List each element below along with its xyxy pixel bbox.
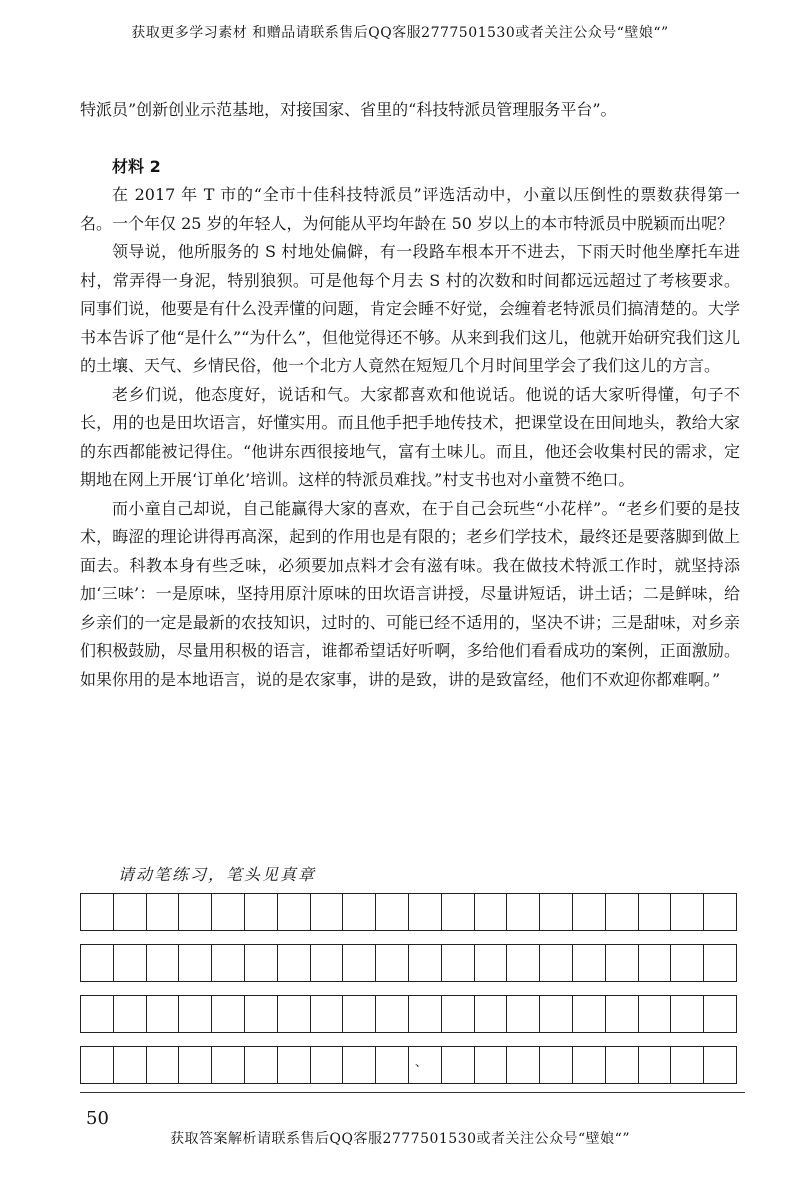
grid-cell — [245, 996, 278, 1032]
grid-cell — [245, 1047, 278, 1083]
grid-cell — [245, 945, 278, 981]
practice-prompt: 请动笔练习，笔头见真章 — [118, 865, 317, 884]
paragraph: 老乡们说，他态度好，说话和气。大家都喜欢和他说话。他说的话大家听得懂，句子不长，用的也是田坎语言，好懂实用。而且他手把手地传技术，把课堂设在田间地头，教给大家的东西都能被记得住。“他讲东西很接地气，富有土味儿。而且，他还会收集村民的需求，定期地在网上开展‘订单化’培训。这样的特派员难找。”村支书也对小童赞不绝口。 — [80, 384, 740, 489]
grid-cell — [343, 996, 376, 1032]
grid-cell — [114, 996, 147, 1032]
grid-cell — [507, 945, 540, 981]
grid-cell — [114, 894, 147, 930]
grid-cell — [507, 996, 540, 1032]
grid-cell — [639, 1047, 672, 1083]
paragraph: 领导说，他所服务的 S 村地处偏僻，有一段路车根本开不进去，下雨天时他坐摩托车进村，常弄得一身泥，特别狼狈。可是他每个月去 S 村的次数和时间都远远超过了考核要求。同事们说，他要是有什么没弄懂的问题，肯定会睡不好觉，会缠着老特派员们搞清楚的。大学书本告诉了他“是什么”“为什么”，但他觉得还不够。从来到我们这儿，他就开始研究我们这儿的土壤、天气、乡情民俗，他一个北方人竟然在短短几个月时间里学会了我们这儿的方言。 — [80, 242, 740, 375]
grid-cell — [540, 945, 573, 981]
grid-cell — [442, 894, 475, 930]
grid-cell — [442, 1047, 475, 1083]
grid-cell — [606, 945, 639, 981]
grid-cell — [179, 894, 212, 930]
grid-cell — [671, 894, 704, 930]
grid-cell — [573, 996, 606, 1032]
grid-cell — [311, 945, 344, 981]
grid-cell — [606, 996, 639, 1032]
grid-cell — [540, 1047, 573, 1083]
paragraph: 而小童自己却说，自己能赢得大家的喜欢，在于自己会玩些“小花样”。“老乡们要的是技术，晦涩的理论讲得再高深，起到的作用也是有限的；老乡们学技术，最终还是要落脚到做上面去。科教本身有些乏味，必须要加点料才会有滋有味。我在做技术特派工作时，就坚持添加‘三味’：一是原味，坚持用原汁原味的田坎语言讲授，尽量讲短话，讲土话；二是鲜味，给乡亲们的一定是最新的农技知识，过时的、可能已经不适用的，坚决不讲；三是甜味，对乡亲们积极鼓励，尽量用积极的语言，谁都希望话好听啊，多给他们看看成功的案例，正面激励。如果你用的是本地语言，说的是农家事，讲的是致，讲的是致富经，他们不欢迎你都难啊。” — [80, 498, 740, 689]
grid-cell — [147, 945, 180, 981]
grid-cell — [179, 1047, 212, 1083]
grid-cell — [278, 996, 311, 1032]
grid-row — [80, 995, 737, 1033]
grid-cell — [278, 894, 311, 930]
grid-cell — [671, 1047, 704, 1083]
grid-cell — [311, 894, 344, 930]
grid-row — [80, 944, 737, 982]
grid-cell — [409, 1047, 442, 1083]
grid-cell — [179, 996, 212, 1032]
grid-cell — [114, 945, 147, 981]
grid-cell — [376, 996, 409, 1032]
grid-cell — [639, 996, 672, 1032]
grid-cell — [212, 996, 245, 1032]
grid-mark: 、 — [414, 1055, 427, 1069]
grid-cell — [278, 945, 311, 981]
grid-cell — [671, 945, 704, 981]
grid-cell — [442, 996, 475, 1032]
grid-cell — [409, 894, 442, 930]
section-title: 材料 2 — [112, 156, 161, 176]
grid-cell — [311, 1047, 344, 1083]
grid-cell — [376, 1047, 409, 1083]
grid-cell — [376, 894, 409, 930]
grid-cell — [573, 1047, 606, 1083]
grid-cell — [606, 1047, 639, 1083]
grid-cell — [212, 1047, 245, 1083]
grid-cell — [606, 894, 639, 930]
footer-divider — [80, 1092, 745, 1093]
grid-cell — [212, 945, 245, 981]
grid-cell — [245, 894, 278, 930]
grid-cell — [704, 894, 736, 930]
paragraph: 在 2017 年 T 市的“全市十佳科技特派员”评选活动中，小童以压倒性的票数获得第一名。一个年仅 25 岁的年轻人，为何能从平均年龄在 50 岁以上的本市特派员中脱颖而出呢？ — [80, 185, 740, 233]
grid-cell — [409, 945, 442, 981]
grid-cell — [540, 894, 573, 930]
grid-cell — [573, 945, 606, 981]
grid-row — [80, 1046, 737, 1084]
article-body — [80, 96, 740, 694]
grid-cell — [475, 996, 508, 1032]
grid-cell — [343, 1047, 376, 1083]
grid-cell — [507, 1047, 540, 1083]
grid-cell — [704, 1047, 736, 1083]
grid-cell — [507, 894, 540, 930]
grid-cell — [704, 945, 736, 981]
continuation-paragraph: 特派员”创新创业示范基地，对接国家、省里的“科技特派员管理服务平台”。 — [80, 100, 617, 119]
grid-cell — [311, 996, 344, 1032]
grid-cell — [376, 945, 409, 981]
grid-cell — [81, 1047, 114, 1083]
grid-cell — [475, 945, 508, 981]
grid-cell — [81, 945, 114, 981]
grid-cell — [475, 1047, 508, 1083]
grid-cell — [81, 996, 114, 1032]
header-ad-text: 获取更多学习素材 和赠品请联系售后QQ客服2777501530或者关注公众号“壁娘“” — [131, 25, 669, 41]
grid-cell — [343, 945, 376, 981]
grid-cell — [475, 894, 508, 930]
grid-cell — [704, 996, 736, 1032]
grid-cell — [179, 945, 212, 981]
grid-cell — [639, 894, 672, 930]
page-number: 50 — [86, 1108, 109, 1129]
grid-cell — [114, 1047, 147, 1083]
grid-cell — [212, 894, 245, 930]
grid-cell — [540, 996, 573, 1032]
writing-grid — [80, 893, 737, 1097]
grid-cell — [147, 894, 180, 930]
grid-cell — [147, 1047, 180, 1083]
grid-cell — [81, 894, 114, 930]
grid-cell — [147, 996, 180, 1032]
footer-ad-text: 获取答案解析请联系售后QQ客服2777501530或者关注公众号“壁娘“” — [170, 1131, 630, 1147]
grid-cell — [409, 996, 442, 1032]
grid-row — [80, 893, 737, 931]
grid-cell — [278, 1047, 311, 1083]
grid-cell — [671, 996, 704, 1032]
grid-cell — [639, 945, 672, 981]
grid-cell — [343, 894, 376, 930]
grid-cell — [573, 894, 606, 930]
grid-cell — [442, 945, 475, 981]
